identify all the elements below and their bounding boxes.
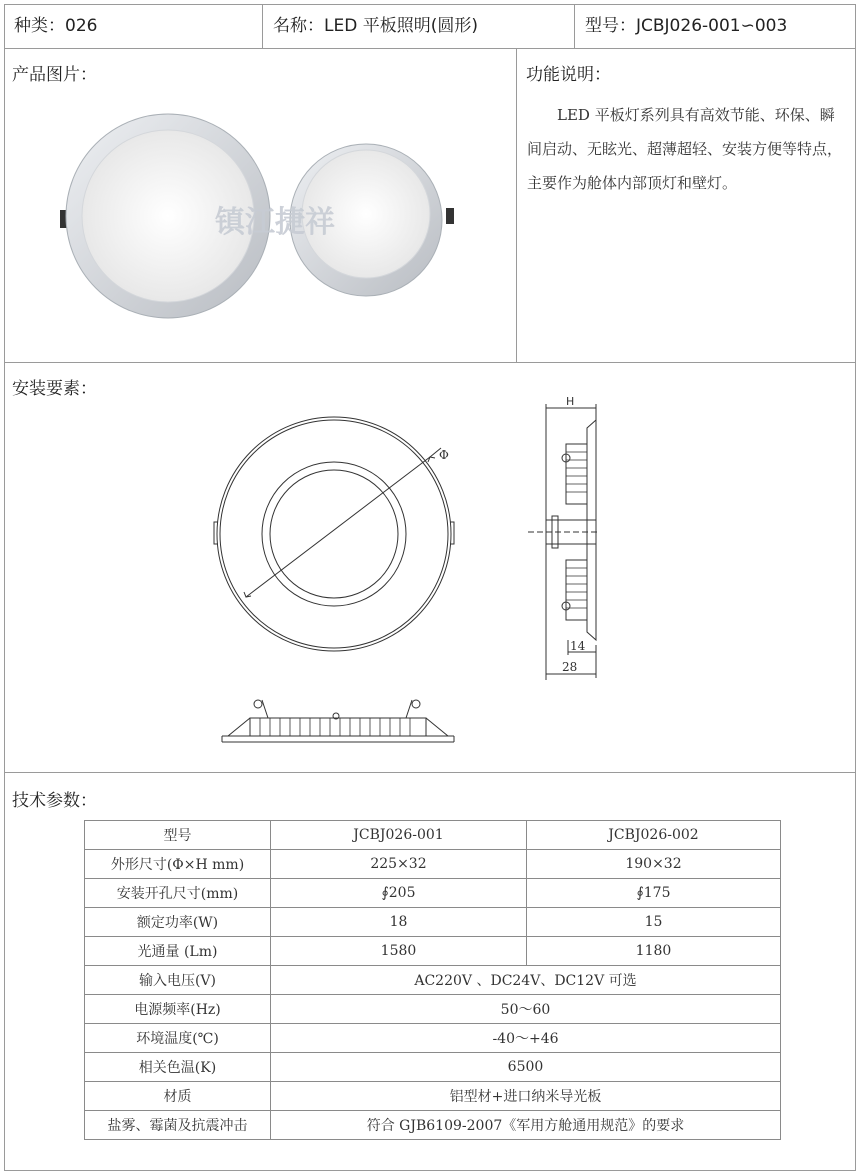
- spec-label-cell: 光通量 (Lm): [85, 937, 271, 966]
- spec-row: [85, 908, 781, 937]
- spec-label-cell: 额定功率(W): [85, 908, 271, 937]
- spec-value-cell: 50～60: [271, 995, 781, 1024]
- spec-label-cell: 相关色温(K): [85, 1053, 271, 1082]
- spec-label-cell: 型号: [85, 821, 271, 850]
- spec-row: [85, 879, 781, 908]
- spec-row: [85, 937, 781, 966]
- spec-value-cell: JCBJ026-001: [271, 821, 527, 850]
- spec-label-cell: 环境温度(℃): [85, 1024, 271, 1053]
- spec-row: [85, 1082, 781, 1111]
- dim-14-label: 14: [570, 639, 586, 653]
- spec-label-cell: 材质: [85, 1082, 271, 1111]
- product-name-cell: 名称：LED 平板照明(圆形): [273, 16, 478, 36]
- function-description-text: LED 平板灯系列具有高效节能、环保、瞬间启动、无眩光、超薄超轻、安装方便等特点，主要作为舱体内部顶灯和壁灯。: [527, 106, 843, 192]
- side-view-drawing: [528, 404, 600, 680]
- spec-label-cell: 外形尺寸(Φ×H mm): [85, 850, 271, 879]
- spec-label-cell: 输入电压(V): [85, 966, 271, 995]
- spec-label-cell: 安装开孔尺寸(mm): [85, 879, 271, 908]
- spec-value-cell: ∮175: [527, 879, 781, 908]
- spec-row: [85, 995, 781, 1024]
- spec-value-cell: 符合 GJB6109-2007《军用方舱通用规范》的要求: [271, 1111, 781, 1140]
- spec-value-cell: 15: [527, 908, 781, 937]
- category-cell: 种类：026: [14, 16, 98, 36]
- spec-value-cell: JCBJ026-002: [527, 821, 781, 850]
- dim-phi-label: Φ: [439, 448, 449, 462]
- function-section-label: 功能说明：: [526, 65, 611, 85]
- bottom-view-drawing: [222, 700, 454, 742]
- spec-value-cell: 225×32: [271, 850, 527, 879]
- spec-row: [85, 1053, 781, 1082]
- front-view-drawing: [214, 417, 454, 651]
- spec-value-cell: 1580: [271, 937, 527, 966]
- spec-row: [85, 966, 781, 995]
- spec-label-cell: 盐雾、霉菌及抗震冲击: [85, 1111, 271, 1140]
- dim-28-label: 28: [562, 660, 578, 674]
- spec-value-cell: 铝型材+进口纳米导光板: [271, 1082, 781, 1111]
- spec-value-cell: -40～+46: [271, 1024, 781, 1053]
- spec-row: [85, 1111, 781, 1140]
- photo-section-label: 产品图片：: [12, 65, 97, 85]
- install-section-label: 安装要素：: [12, 379, 97, 399]
- watermark-text: 镇江捷祥: [215, 205, 335, 240]
- spec-row: [85, 821, 781, 850]
- dim-h-label: H: [566, 395, 575, 408]
- spec-value-cell: 190×32: [527, 850, 781, 879]
- spec-row: [85, 850, 781, 879]
- spec-row: [85, 1024, 781, 1053]
- spec-section-label: 技术参数：: [12, 791, 97, 811]
- spec-value-cell: 6500: [271, 1053, 781, 1082]
- spec-value-cell: AC220V 、DC24V、DC12V 可选: [271, 966, 781, 995]
- spec-table: [84, 820, 781, 1140]
- spec-label-cell: 电源频率(Hz): [85, 995, 271, 1024]
- spec-value-cell: 1180: [527, 937, 781, 966]
- spec-value-cell: 18: [271, 908, 527, 937]
- spec-value-cell: ∮205: [271, 879, 527, 908]
- model-cell: 型号：JCBJ026-001∽003: [585, 16, 788, 36]
